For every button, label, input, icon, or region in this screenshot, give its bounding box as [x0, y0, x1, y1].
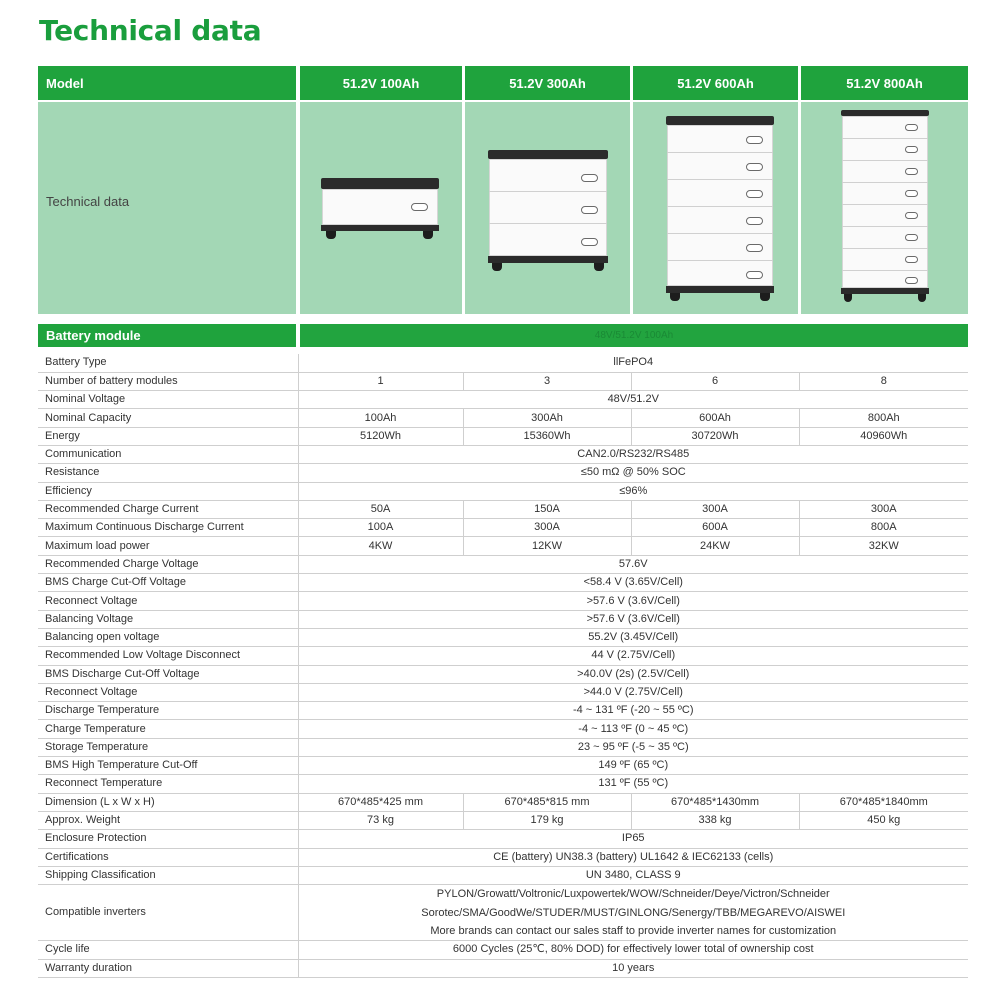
spec-value: 15360Wh	[463, 427, 631, 445]
battery-image-cell	[300, 102, 462, 314]
spec-label: Charge Temperature	[38, 720, 298, 738]
spec-label: Nominal Voltage	[38, 391, 298, 409]
spec-label: Storage Temperature	[38, 738, 298, 756]
table-row	[38, 848, 968, 866]
spec-value: 800Ah	[799, 409, 968, 427]
table-row	[38, 885, 968, 941]
spec-value: IP65	[298, 830, 968, 848]
table-row	[38, 500, 968, 518]
spec-value: 600Ah	[631, 409, 799, 427]
spec-value: 600A	[631, 519, 799, 537]
spec-label: Balancing open voltage	[38, 628, 298, 646]
spec-value: 100A	[298, 519, 463, 537]
spec-value: 300A	[463, 519, 631, 537]
spec-value: 131 ºF (55 ºC)	[298, 775, 968, 793]
spec-value: 179 kg	[463, 811, 631, 829]
spec-value: 48V/51.2V	[298, 391, 968, 409]
spec-label: Resistance	[38, 464, 298, 482]
spec-value: 12KW	[463, 537, 631, 555]
spec-label: Efficiency	[38, 482, 298, 500]
spec-value: 57.6V	[298, 555, 968, 573]
table-row	[38, 537, 968, 555]
table-row	[38, 702, 968, 720]
spec-value: 32KW	[799, 537, 968, 555]
spec-label: Reconnect Voltage	[38, 592, 298, 610]
spec-label: Reconnect Temperature	[38, 775, 298, 793]
spec-value: 50A	[298, 500, 463, 518]
spec-value: CE (battery) UN38.3 (battery) UL1642 & IEC62133 (cells)	[298, 848, 968, 866]
spec-value: -4 ~ 113 ºF (0 ~ 45 ºC)	[298, 720, 968, 738]
model-column-header: 51.2V 600Ah	[633, 66, 798, 100]
spec-value: >40.0V (2s) (2.5V/Cell)	[298, 665, 968, 683]
battery-300ah-image	[488, 150, 608, 272]
spec-value: 8	[799, 372, 968, 390]
spec-value-line: PYLON/Growatt/Voltronic/Luxpowertek/WOW/Schneider/Deye/Victron/Schneider	[436, 888, 830, 901]
spec-value: 5120Wh	[298, 427, 463, 445]
table-row	[38, 959, 968, 977]
spec-value: CAN2.0/RS232/RS485	[298, 445, 968, 463]
battery-100ah-image	[321, 178, 439, 238]
spec-value: 670*485*815 mm	[463, 793, 631, 811]
spec-label: Cycle life	[38, 941, 298, 959]
spec-label: Reconnect Voltage	[38, 683, 298, 701]
table-row	[38, 793, 968, 811]
spec-label: BMS High Temperature Cut-Off	[38, 757, 298, 775]
spec-label: Warranty duration	[38, 959, 298, 977]
spec-value: 4KW	[298, 537, 463, 555]
table-row	[38, 720, 968, 738]
spec-value-line: More brands can contact our sales staff to provide inverter names for customization	[430, 924, 837, 937]
spec-value: >57.6 V (3.6V/Cell)	[298, 592, 968, 610]
spec-value: 23 ~ 95 ºF (-5 ~ 35 ºC)	[298, 738, 968, 756]
spec-label: Recommended Charge Current	[38, 500, 298, 518]
battery-module-value: 48V/51.2V 100Ah	[300, 324, 968, 347]
spec-value: 670*485*1430mm	[631, 793, 799, 811]
spec-label: Compatible inverters	[38, 885, 298, 941]
table-row	[38, 592, 968, 610]
spec-label: Dimension (L x W x H)	[38, 793, 298, 811]
table-row	[38, 482, 968, 500]
table-row	[38, 574, 968, 592]
spec-value: 3	[463, 372, 631, 390]
spec-value: 30720Wh	[631, 427, 799, 445]
spec-label: Approx. Weight	[38, 811, 298, 829]
spec-value: ≤96%	[298, 482, 968, 500]
spec-label: Nominal Capacity	[38, 409, 298, 427]
spec-value: 6	[631, 372, 799, 390]
table-row	[38, 738, 968, 756]
spec-value: 100Ah	[298, 409, 463, 427]
spec-value: 24KW	[631, 537, 799, 555]
table-row	[38, 647, 968, 665]
table-row	[38, 683, 968, 701]
spec-value: 670*485*425 mm	[298, 793, 463, 811]
spec-value: -4 ~ 131 ºF (-20 ~ 55 ºC)	[298, 702, 968, 720]
table-row	[38, 610, 968, 628]
spec-label: Battery Type	[38, 354, 298, 372]
spec-value	[298, 885, 968, 941]
model-column-header: 51.2V 800Ah	[801, 66, 968, 100]
battery-800ah-image	[841, 110, 929, 302]
table-row	[38, 372, 968, 390]
table-row	[38, 519, 968, 537]
battery-module-header: Battery module	[38, 324, 296, 347]
spec-value: 800A	[799, 519, 968, 537]
battery-600ah-image	[666, 116, 774, 300]
spec-label: Balancing Voltage	[38, 610, 298, 628]
spec-value: 6000 Cycles (25℃, 80% DOD) for effectively lower total of ownership cost	[298, 941, 968, 959]
spec-value: 450 kg	[799, 811, 968, 829]
spec-label: Enclosure Protection	[38, 830, 298, 848]
model-column-header: 51.2V 300Ah	[465, 66, 630, 100]
page-title: Technical data	[39, 14, 262, 47]
spec-value: 73 kg	[298, 811, 463, 829]
table-row	[38, 830, 968, 848]
spec-value-line: Sorotec/SMA/GoodWe/STUDER/MUST/GINLONG/Senergy/TBB/MEGAREVO/AISWEI	[421, 906, 846, 919]
spec-value: >44.0 V (2.75V/Cell)	[298, 683, 968, 701]
table-row	[38, 391, 968, 409]
spec-value: UN 3480, CLASS 9	[298, 866, 968, 884]
spec-label: Recommended Charge Voltage	[38, 555, 298, 573]
spec-label: BMS Discharge Cut-Off Voltage	[38, 665, 298, 683]
table-row	[38, 445, 968, 463]
spec-label: Number of battery modules	[38, 372, 298, 390]
spec-label: Communication	[38, 445, 298, 463]
spec-value: 300Ah	[463, 409, 631, 427]
battery-image-cell	[801, 102, 968, 314]
spec-label: Discharge Temperature	[38, 702, 298, 720]
spec-value: >57.6 V (3.6V/Cell)	[298, 610, 968, 628]
spec-value: <58.4 V (3.65V/Cell)	[298, 574, 968, 592]
image-row-label-cell	[38, 102, 296, 314]
table-row	[38, 941, 968, 959]
model-column-header: 51.2V 100Ah	[300, 66, 462, 100]
spec-value: 300A	[631, 500, 799, 518]
table-row	[38, 464, 968, 482]
battery-image-cell	[465, 102, 630, 314]
table-row	[38, 757, 968, 775]
spec-label: BMS Charge Cut-Off Voltage	[38, 574, 298, 592]
image-row-label: Technical data	[46, 194, 130, 209]
spec-label: Recommended Low Voltage Disconnect	[38, 647, 298, 665]
spec-value: 1	[298, 372, 463, 390]
table-row	[38, 775, 968, 793]
spec-table	[38, 354, 968, 978]
model-header: Model	[38, 66, 296, 100]
battery-image-cell	[633, 102, 798, 314]
table-row	[38, 427, 968, 445]
spec-value: 149 ºF (65 ºC)	[298, 757, 968, 775]
spec-value: 40960Wh	[799, 427, 968, 445]
spec-value: 55.2V (3.45V/Cell)	[298, 628, 968, 646]
spec-label: Certifications	[38, 848, 298, 866]
spec-label: Maximum load power	[38, 537, 298, 555]
spec-value: 44 V (2.75V/Cell)	[298, 647, 968, 665]
table-row	[38, 628, 968, 646]
table-row	[38, 811, 968, 829]
spec-label: Maximum Continuous Discharge Current	[38, 519, 298, 537]
spec-value: ≤50 mΩ @ 50% SOC	[298, 464, 968, 482]
spec-value: 338 kg	[631, 811, 799, 829]
spec-value: 10 years	[298, 959, 968, 977]
spec-label: Energy	[38, 427, 298, 445]
spec-value: 150A	[463, 500, 631, 518]
table-row	[38, 665, 968, 683]
table-row	[38, 409, 968, 427]
spec-value: llFePO4	[298, 354, 968, 372]
spec-label: Shipping Classification	[38, 866, 298, 884]
table-row	[38, 555, 968, 573]
spec-value: 670*485*1840mm	[799, 793, 968, 811]
table-row	[38, 866, 968, 884]
spec-value: 300A	[799, 500, 968, 518]
table-row	[38, 354, 968, 372]
